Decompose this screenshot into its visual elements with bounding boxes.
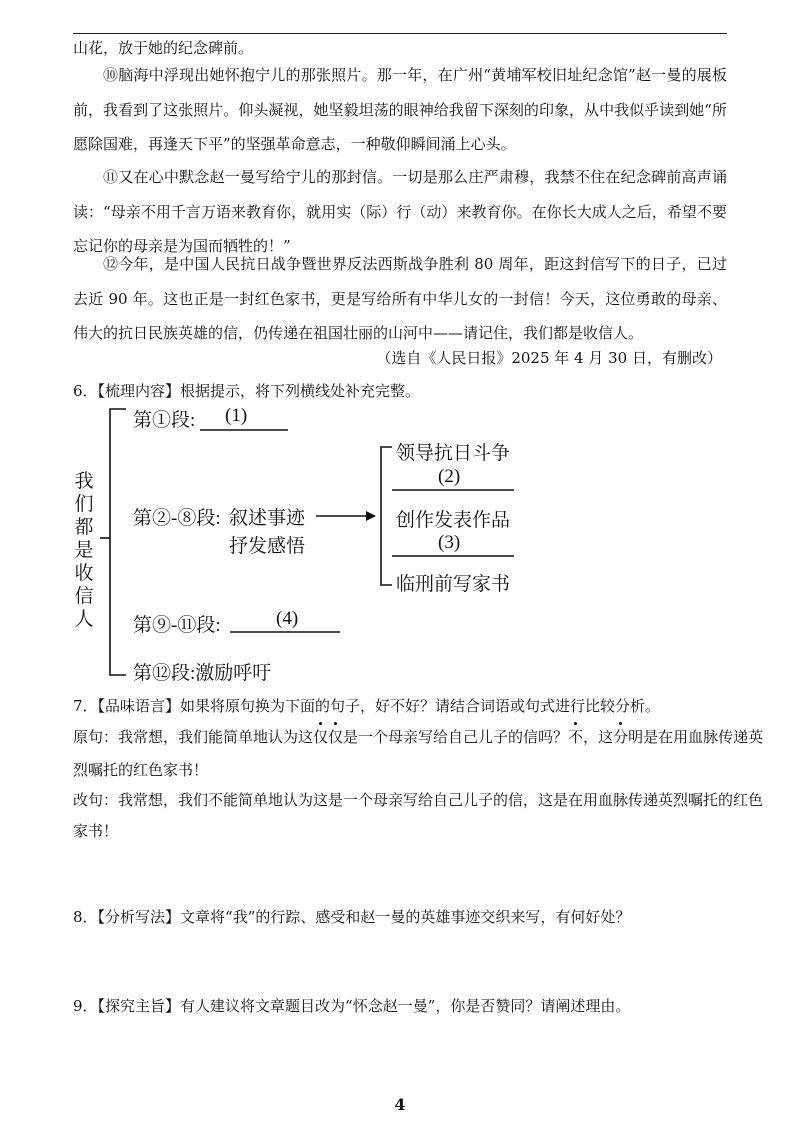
q7-revised-line1: 改句：我常想，我们不能简单地认为这是一个母亲写给自己儿子的信，这是在用血脉传递英烈嘱托的红色 xyxy=(73,791,764,809)
question-8: 8．【分析写法】文章将“我”的行踪、感受和赵一曼的英雄事迹交织来写，有何好处？ xyxy=(73,908,631,926)
blank-label-1: (1) xyxy=(225,405,248,426)
question-9: 9．【探究主旨】有人建议将文章题目改为“怀念赵一曼”，你是否赞同？请阐述理由。 xyxy=(73,997,631,1015)
branch-1: 领导抗日斗争 xyxy=(396,443,511,464)
diagram-node-2-line1: 叙述事迹 xyxy=(229,508,306,529)
branch-2: 创作发表作品 xyxy=(396,510,511,531)
sub-bracket xyxy=(381,447,392,585)
question-6: 6．【梳理内容】根据提示，将下列横线处补充完整。 xyxy=(73,382,421,400)
emphasis-dot-char: 仅 xyxy=(313,728,329,746)
paragraph-12: ⑫今年，是中国人民抗日战争暨世界反法西斯战争胜利 80 周年，距这封信写下的日子，已过去近 90 年。这也正是一封红色家书，更是写给所有中华儿女的一封信！今天，这位勇敢的母亲、伟大的抗日民族英雄的信，仍传递在祖国壮丽的山河中——请记住，我们都是收信人。 xyxy=(73,255,727,342)
page-number: 4 xyxy=(394,1095,406,1114)
blank-label-4: (4) xyxy=(276,608,299,629)
arrow-head xyxy=(366,511,376,521)
paragraph-10: ⑩脑海中浮现出她怀抱宁儿的那张照片。那一年，在广州“黄埔军校旧址纪念馆”赵一曼的展板前，我看到了这张照片。仰头凝视，她坚毅坦荡的眼神给我留下深刻的印象，从中我似乎读到她“所愿除国难，再逢天下平”的坚强革命意志，一种敬仰瞬间涌上心头。 xyxy=(73,66,727,153)
emphasis-dot-char: 分 xyxy=(613,728,629,746)
blank-label-2: (2) xyxy=(438,466,461,487)
emphasis-dot-char: 不 xyxy=(568,728,584,746)
diagram-node-2-line2: 抒发感悟 xyxy=(229,536,306,557)
branch-3: 临刑前写家书 xyxy=(396,574,511,595)
q7-original-line1: 原句：我常想，我们能简单地认为这仅仅是一个母亲写给自己儿子的信吗？不，这分明是在用血脉传递英 xyxy=(73,728,764,746)
diagram-node-4: 第⑫段:激励呼吁 xyxy=(133,663,272,684)
q7-revised-line2: 家书！ xyxy=(73,822,119,840)
main-bracket xyxy=(110,409,126,675)
question-7: 7．【品味语言】如果将原句换为下面的句子，好不好？请结合词语或句式进行比较分析。 xyxy=(73,697,661,715)
diagram-node-3: 第⑨-⑪段: xyxy=(133,615,221,636)
source-citation: （选自《人民日报》2025 年 4 月 30 日，有删改） xyxy=(376,349,722,367)
diagram-node-1: 第①段: xyxy=(133,410,196,431)
diagram-root-label: 我们都是收信人 xyxy=(74,470,94,630)
blank-label-3: (3) xyxy=(438,532,461,553)
paragraph-11: ⑪又在心中默念赵一曼写给宁儿的那封信。一切是那么庄严肃穆，我禁不住在纪念碑前高声诵读：“母亲不用千言万语来教育你，就用实（际）行（动）来教育你。在你长大成人之后，希望不要忘记你的母亲是为国而牺牲的！” xyxy=(73,168,727,255)
q7-original-line2: 烈嘱托的红色家书！ xyxy=(73,761,209,779)
text-line: 山花，放于她的纪念碑前。 xyxy=(73,39,254,57)
diagram-node-2: 第②-⑧段: xyxy=(133,508,221,529)
emphasis-dot-char: 仅 xyxy=(328,728,344,746)
